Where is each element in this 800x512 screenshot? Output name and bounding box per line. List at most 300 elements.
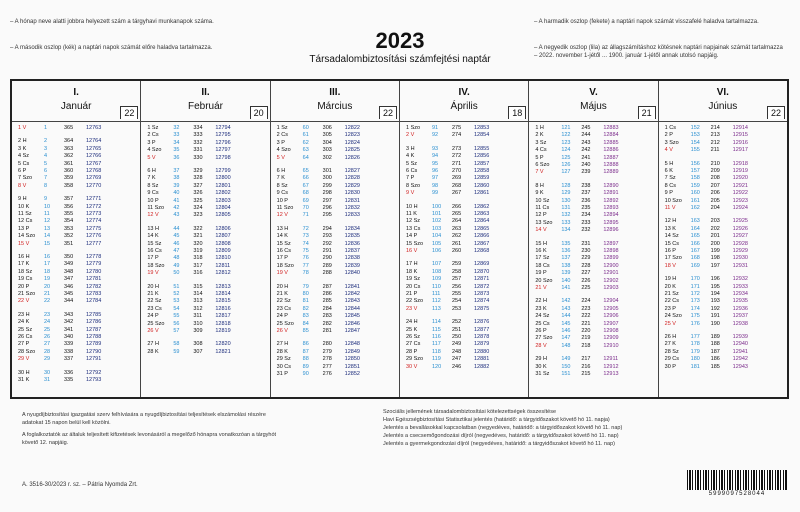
day-forward: 160 [690, 190, 700, 197]
day-label: 19 V [147, 270, 159, 277]
day-forward: 36 [173, 154, 180, 161]
day-backward: 291 [322, 248, 332, 254]
day-label: 13 P [18, 225, 30, 232]
month-header [271, 81, 399, 122]
day-serial: 12822 [344, 125, 360, 131]
day-forward: 148 [561, 342, 571, 349]
day-serial: 12941 [732, 348, 748, 355]
day-row [529, 335, 657, 342]
day-label: 4 V [664, 147, 673, 154]
day-backward: 320 [193, 240, 203, 247]
day-serial: 12814 [215, 291, 231, 297]
day-row [400, 341, 528, 348]
day-forward: 107 [431, 261, 442, 268]
month-column [400, 81, 529, 397]
day-label: 23 H [18, 311, 30, 318]
day-label: 2 Cs [147, 132, 159, 139]
day-row [271, 168, 399, 175]
day-serial: 12865 [473, 225, 490, 232]
day-backward: 211 [710, 147, 720, 154]
day-row [12, 276, 140, 283]
day-label: 24 P [276, 313, 288, 320]
day-serial: 12788 [86, 334, 102, 340]
day-row [141, 270, 269, 277]
day-row [529, 198, 657, 205]
day-label: 16 Cs [147, 248, 162, 254]
day-serial: 12772 [86, 203, 102, 210]
day-label: 13 K [664, 225, 676, 232]
day-label: 24 P [147, 313, 159, 320]
day-label: 8 V [18, 182, 27, 189]
day-row [141, 212, 269, 219]
day-label: 5 Cs [18, 160, 30, 167]
day-label: 5 Sz [405, 160, 417, 167]
day-serial: 12791 [86, 356, 102, 363]
footer-left [22, 411, 282, 447]
day-serial: 12856 [473, 153, 490, 160]
day-label: 23 Cs [147, 305, 162, 312]
day-row [271, 298, 399, 305]
day-forward: 163 [690, 218, 700, 225]
day-forward: 142 [561, 298, 571, 305]
day-forward: 92 [431, 132, 439, 139]
day-label: 25 Szo [276, 320, 294, 327]
day-label: 26 V [276, 328, 288, 334]
day-row [12, 211, 140, 218]
day-backward: 284 [322, 305, 332, 312]
day-forward: 51 [173, 283, 180, 290]
day-row [400, 248, 528, 255]
day-backward: 283 [322, 313, 332, 320]
day-label: 2 K [535, 132, 544, 139]
day-serial: 12921 [732, 182, 748, 189]
day-forward: 95 [431, 160, 439, 167]
day-backward: 300 [322, 175, 332, 182]
day-forward: 58 [173, 341, 180, 348]
day-label: 6 K [664, 168, 673, 174]
day-backward: 362 [64, 153, 74, 160]
day-label: 4 K [405, 153, 415, 160]
day-forward: 147 [561, 335, 571, 342]
day-backward: 212 [710, 139, 720, 146]
day-row [271, 248, 399, 255]
day-backward: 197 [710, 262, 720, 269]
day-backward: 354 [64, 218, 74, 225]
day-forward: 98 [431, 182, 439, 189]
day-serial: 12882 [473, 363, 490, 370]
day-serial: 12871 [473, 276, 490, 283]
day-backward: 306 [322, 125, 332, 131]
day-backward: 285 [322, 298, 332, 305]
day-forward: 102 [431, 218, 442, 225]
day-row [12, 356, 140, 363]
day-serial: 12898 [603, 248, 619, 254]
day-row [659, 313, 787, 320]
day-forward: 43 [173, 212, 180, 219]
day-serial: 12899 [603, 255, 619, 262]
day-label: 3 P [276, 139, 285, 146]
day-label: 16 H [18, 254, 30, 260]
day-forward: 29 [44, 356, 51, 363]
day-forward: 172 [690, 291, 700, 297]
day-serial: 12833 [344, 212, 360, 219]
day-serial: 12823 [344, 132, 360, 139]
day-row [529, 313, 657, 320]
day-row [400, 269, 528, 276]
day-backward: 314 [193, 291, 203, 297]
day-row [141, 147, 269, 154]
day-label: 30 P [664, 363, 676, 370]
day-label: 29 Szo [405, 356, 424, 363]
day-serial: 12886 [603, 147, 619, 154]
day-forward: 69 [302, 197, 309, 204]
day-label: 22 Szo [405, 298, 424, 305]
day-forward: 136 [561, 248, 571, 254]
day-label: 29 Sz [276, 356, 291, 363]
day-label: 25 V [664, 320, 676, 327]
day-forward: 53 [173, 298, 180, 305]
day-row [529, 169, 657, 176]
day-label: 13 Cs [405, 225, 421, 232]
day-row [141, 132, 269, 139]
day-serial: 12913 [603, 371, 619, 377]
month-column [529, 81, 658, 397]
day-serial: 12776 [86, 233, 102, 240]
day-serial: 12816 [215, 305, 231, 312]
day-forward: 120 [431, 363, 442, 370]
day-row [271, 364, 399, 371]
day-backward: 308 [193, 341, 203, 348]
day-forward: 154 [690, 139, 700, 146]
day-label: 27 H [276, 341, 289, 348]
day-label: 24 Sz [535, 313, 550, 320]
day-serial: 12824 [344, 139, 360, 146]
day-label: 13 H [276, 225, 289, 232]
day-serial: 12860 [473, 182, 490, 189]
day-row [400, 233, 528, 240]
day-row [400, 298, 528, 305]
day-backward: 252 [451, 319, 462, 326]
day-forward: 26 [44, 334, 51, 340]
day-serial: 12933 [732, 283, 748, 290]
day-forward: 67 [302, 182, 309, 189]
day-backward: 188 [710, 341, 720, 348]
day-backward: 253 [451, 305, 462, 312]
day-forward: 77 [302, 262, 309, 269]
day-forward: 89 [302, 363, 309, 370]
day-row [659, 233, 787, 240]
day-forward: 93 [431, 145, 439, 152]
day-forward: 82 [302, 305, 309, 312]
day-label: 4 Szo [147, 147, 162, 154]
day-backward: 334 [193, 125, 203, 131]
day-label: 9 V [405, 190, 415, 197]
day-label: 25 Cs [535, 320, 550, 327]
day-forward: 79 [302, 283, 309, 290]
day-row [529, 212, 657, 219]
day-backward: 201 [710, 233, 720, 240]
day-backward: 215 [581, 371, 591, 377]
day-label: 5 V [147, 154, 156, 161]
day-row [659, 255, 787, 262]
day-forward: 56 [173, 320, 180, 327]
day-backward: 195 [710, 283, 720, 290]
day-row [529, 248, 657, 255]
day-serial: 12877 [473, 326, 490, 333]
day-forward: 1 [44, 125, 48, 131]
day-row [12, 298, 140, 305]
day-forward: 37 [173, 168, 180, 174]
day-forward: 105 [431, 240, 442, 247]
day-serial: 12940 [732, 341, 748, 348]
day-backward: 263 [451, 225, 462, 232]
day-serial: 12870 [473, 268, 490, 275]
day-backward: 220 [581, 328, 591, 334]
page-subtitle: Társadalombiztosítási számfejtési naptár [309, 54, 491, 65]
day-serial: 12872 [473, 283, 490, 290]
day-forward: 78 [302, 270, 309, 277]
day-serial: 12928 [732, 240, 748, 247]
day-label: 10 P [276, 197, 288, 204]
day-backward: 227 [581, 270, 591, 277]
day-row [400, 284, 528, 291]
day-row [12, 269, 140, 276]
note-left-1: – A hónap neve alatti jobbra helyezett szám a tárgyhavi munkanapok száma. [10, 19, 214, 25]
day-serial: 12918 [732, 160, 748, 167]
day-backward: 287 [322, 283, 332, 290]
day-row [400, 211, 528, 218]
day-serial: 12795 [215, 132, 231, 139]
day-backward: 210 [710, 160, 720, 167]
day-backward: 323 [193, 212, 203, 219]
day-row [529, 270, 657, 277]
day-backward: 193 [710, 298, 720, 305]
day-row [400, 146, 528, 153]
day-forward: 143 [561, 305, 571, 312]
day-label: 3 Szo [664, 139, 679, 146]
day-serial: 12817 [215, 313, 231, 320]
day-forward: 153 [690, 132, 700, 139]
day-backward: 244 [581, 132, 591, 139]
day-row [529, 190, 657, 197]
day-serial: 12815 [215, 298, 231, 305]
day-serial: 12811 [215, 262, 231, 269]
day-row [400, 349, 528, 356]
day-forward: 65 [302, 168, 309, 174]
day-forward: 113 [431, 305, 441, 312]
day-row [400, 319, 528, 326]
day-row [529, 263, 657, 270]
day-backward: 204 [710, 205, 720, 211]
day-backward: 294 [322, 225, 332, 232]
day-row [400, 218, 528, 225]
day-row [271, 183, 399, 190]
day-serial: 12802 [215, 190, 231, 197]
day-row [400, 306, 528, 313]
day-backward: 208 [710, 175, 720, 182]
day-forward: 76 [302, 255, 309, 262]
day-label: 9 P [664, 190, 673, 197]
day-backward: 364 [64, 138, 74, 145]
day-row [400, 183, 528, 190]
day-label: 3 Sz [535, 139, 547, 146]
day-backward: 295 [322, 212, 332, 219]
day-backward: 278 [322, 356, 332, 363]
day-label: 17 H [405, 261, 418, 268]
day-serial: 12786 [86, 319, 102, 326]
day-backward: 292 [322, 240, 332, 247]
day-row [12, 175, 140, 182]
day-row [659, 140, 787, 147]
day-label: 17 P [276, 255, 288, 262]
day-row [271, 313, 399, 320]
day-forward: 126 [561, 162, 571, 168]
day-forward: 75 [302, 248, 309, 254]
day-label: 20 Cs [405, 283, 421, 290]
day-row [659, 276, 787, 283]
day-label: 15 Sz [276, 240, 291, 247]
day-label: 27 K [664, 341, 676, 348]
day-backward: 206 [710, 190, 720, 197]
day-row [12, 226, 140, 233]
day-label: 27 Szo [535, 335, 553, 342]
day-row [659, 241, 787, 248]
day-backward: 332 [193, 139, 203, 146]
day-serial: 12943 [732, 363, 748, 370]
day-forward: 84 [302, 320, 309, 327]
day-forward: 166 [690, 240, 700, 247]
day-label: 11 V [664, 205, 676, 211]
day-serial: 12796 [215, 139, 231, 146]
day-backward: 243 [581, 139, 591, 146]
day-label: 22 Sz [276, 298, 291, 305]
day-row [12, 312, 140, 319]
day-label: 29 V [18, 356, 30, 363]
day-label: 30 Cs [276, 363, 292, 370]
day-label: 20 Szo [535, 277, 553, 284]
day-backward: 311 [193, 313, 203, 320]
day-backward: 269 [451, 175, 462, 182]
day-label: 28 Szo [18, 348, 36, 355]
day-row [12, 204, 140, 211]
month-header [400, 81, 528, 122]
day-forward: 132 [561, 212, 571, 219]
day-label: 22 V [18, 298, 30, 305]
day-forward: 133 [561, 219, 571, 226]
day-serial: 12785 [86, 311, 102, 318]
day-serial: 12780 [86, 268, 102, 275]
day-backward: 273 [451, 145, 462, 152]
day-forward: 14 [44, 233, 51, 240]
day-backward: 249 [451, 341, 462, 348]
day-label: 15 Szo [405, 240, 424, 247]
day-serial: 12869 [473, 261, 490, 268]
day-backward: 265 [451, 211, 462, 217]
day-backward: 237 [581, 190, 591, 197]
day-forward: 128 [561, 182, 571, 189]
day-backward: 357 [64, 196, 74, 203]
day-backward: 316 [193, 270, 203, 277]
day-serial: 12809 [215, 248, 231, 254]
day-row [141, 291, 269, 298]
day-serial: 12810 [215, 255, 231, 262]
day-row [400, 241, 528, 248]
month-workdays: 18 [508, 106, 526, 119]
day-backward: 275 [451, 125, 462, 131]
day-row [400, 125, 528, 132]
day-label: 27 Cs [405, 341, 421, 348]
day-row [271, 190, 399, 197]
day-backward: 258 [451, 268, 462, 275]
day-label: 26 P [535, 328, 547, 334]
day-label: 5 H [664, 160, 674, 167]
day-label: 7 Szo [18, 175, 33, 182]
day-row [12, 319, 140, 326]
day-label: 21 Szo [18, 291, 36, 297]
day-forward: 18 [44, 268, 51, 275]
day-serial: 12799 [215, 168, 231, 174]
day-serial: 12828 [344, 175, 360, 182]
day-backward: 315 [193, 283, 203, 290]
day-label: 25 Szo [147, 320, 165, 327]
day-label: 14 K [147, 233, 159, 240]
day-row [400, 168, 528, 175]
day-serial: 12908 [603, 328, 619, 334]
day-row [271, 198, 399, 205]
day-serial: 12826 [344, 154, 360, 161]
day-label: 9 H [18, 196, 27, 203]
day-label: 13 H [147, 225, 159, 232]
day-row [12, 291, 140, 298]
day-forward: 158 [690, 175, 700, 182]
day-serial: 12902 [603, 277, 619, 284]
day-serial: 12925 [732, 218, 748, 225]
day-label: 19 V [276, 270, 288, 277]
day-label: 22 H [535, 298, 547, 305]
day-forward: 74 [302, 240, 309, 247]
month-roman: VI. [716, 87, 729, 98]
day-row [400, 175, 528, 182]
day-serial: 12851 [344, 363, 360, 370]
day-row [271, 241, 399, 248]
day-backward: 232 [581, 227, 591, 234]
day-serial: 12892 [603, 197, 619, 204]
day-forward: 61 [302, 132, 309, 139]
day-label: 29 H [535, 356, 547, 363]
day-forward: 175 [690, 313, 700, 320]
day-label: 16 Cs [276, 248, 292, 254]
day-backward: 293 [322, 233, 332, 240]
day-label: 26 Cs [18, 334, 33, 340]
day-backward: 343 [64, 311, 74, 318]
day-label: 17 Sz [535, 255, 550, 262]
day-forward: 114 [431, 319, 441, 326]
day-serial: 12857 [473, 160, 490, 167]
day-row [271, 125, 399, 132]
month-workdays: 22 [120, 106, 138, 119]
day-row [400, 334, 528, 341]
day-forward: 6 [44, 168, 48, 174]
day-label: 20 H [276, 283, 289, 290]
day-row [12, 349, 140, 356]
day-row [271, 212, 399, 219]
day-forward: 54 [173, 305, 180, 312]
day-forward: 170 [690, 276, 700, 283]
day-forward: 122 [561, 132, 571, 139]
day-backward: 192 [710, 305, 720, 312]
day-label: 18 Szo [147, 262, 165, 269]
day-serial: 12861 [473, 190, 490, 197]
